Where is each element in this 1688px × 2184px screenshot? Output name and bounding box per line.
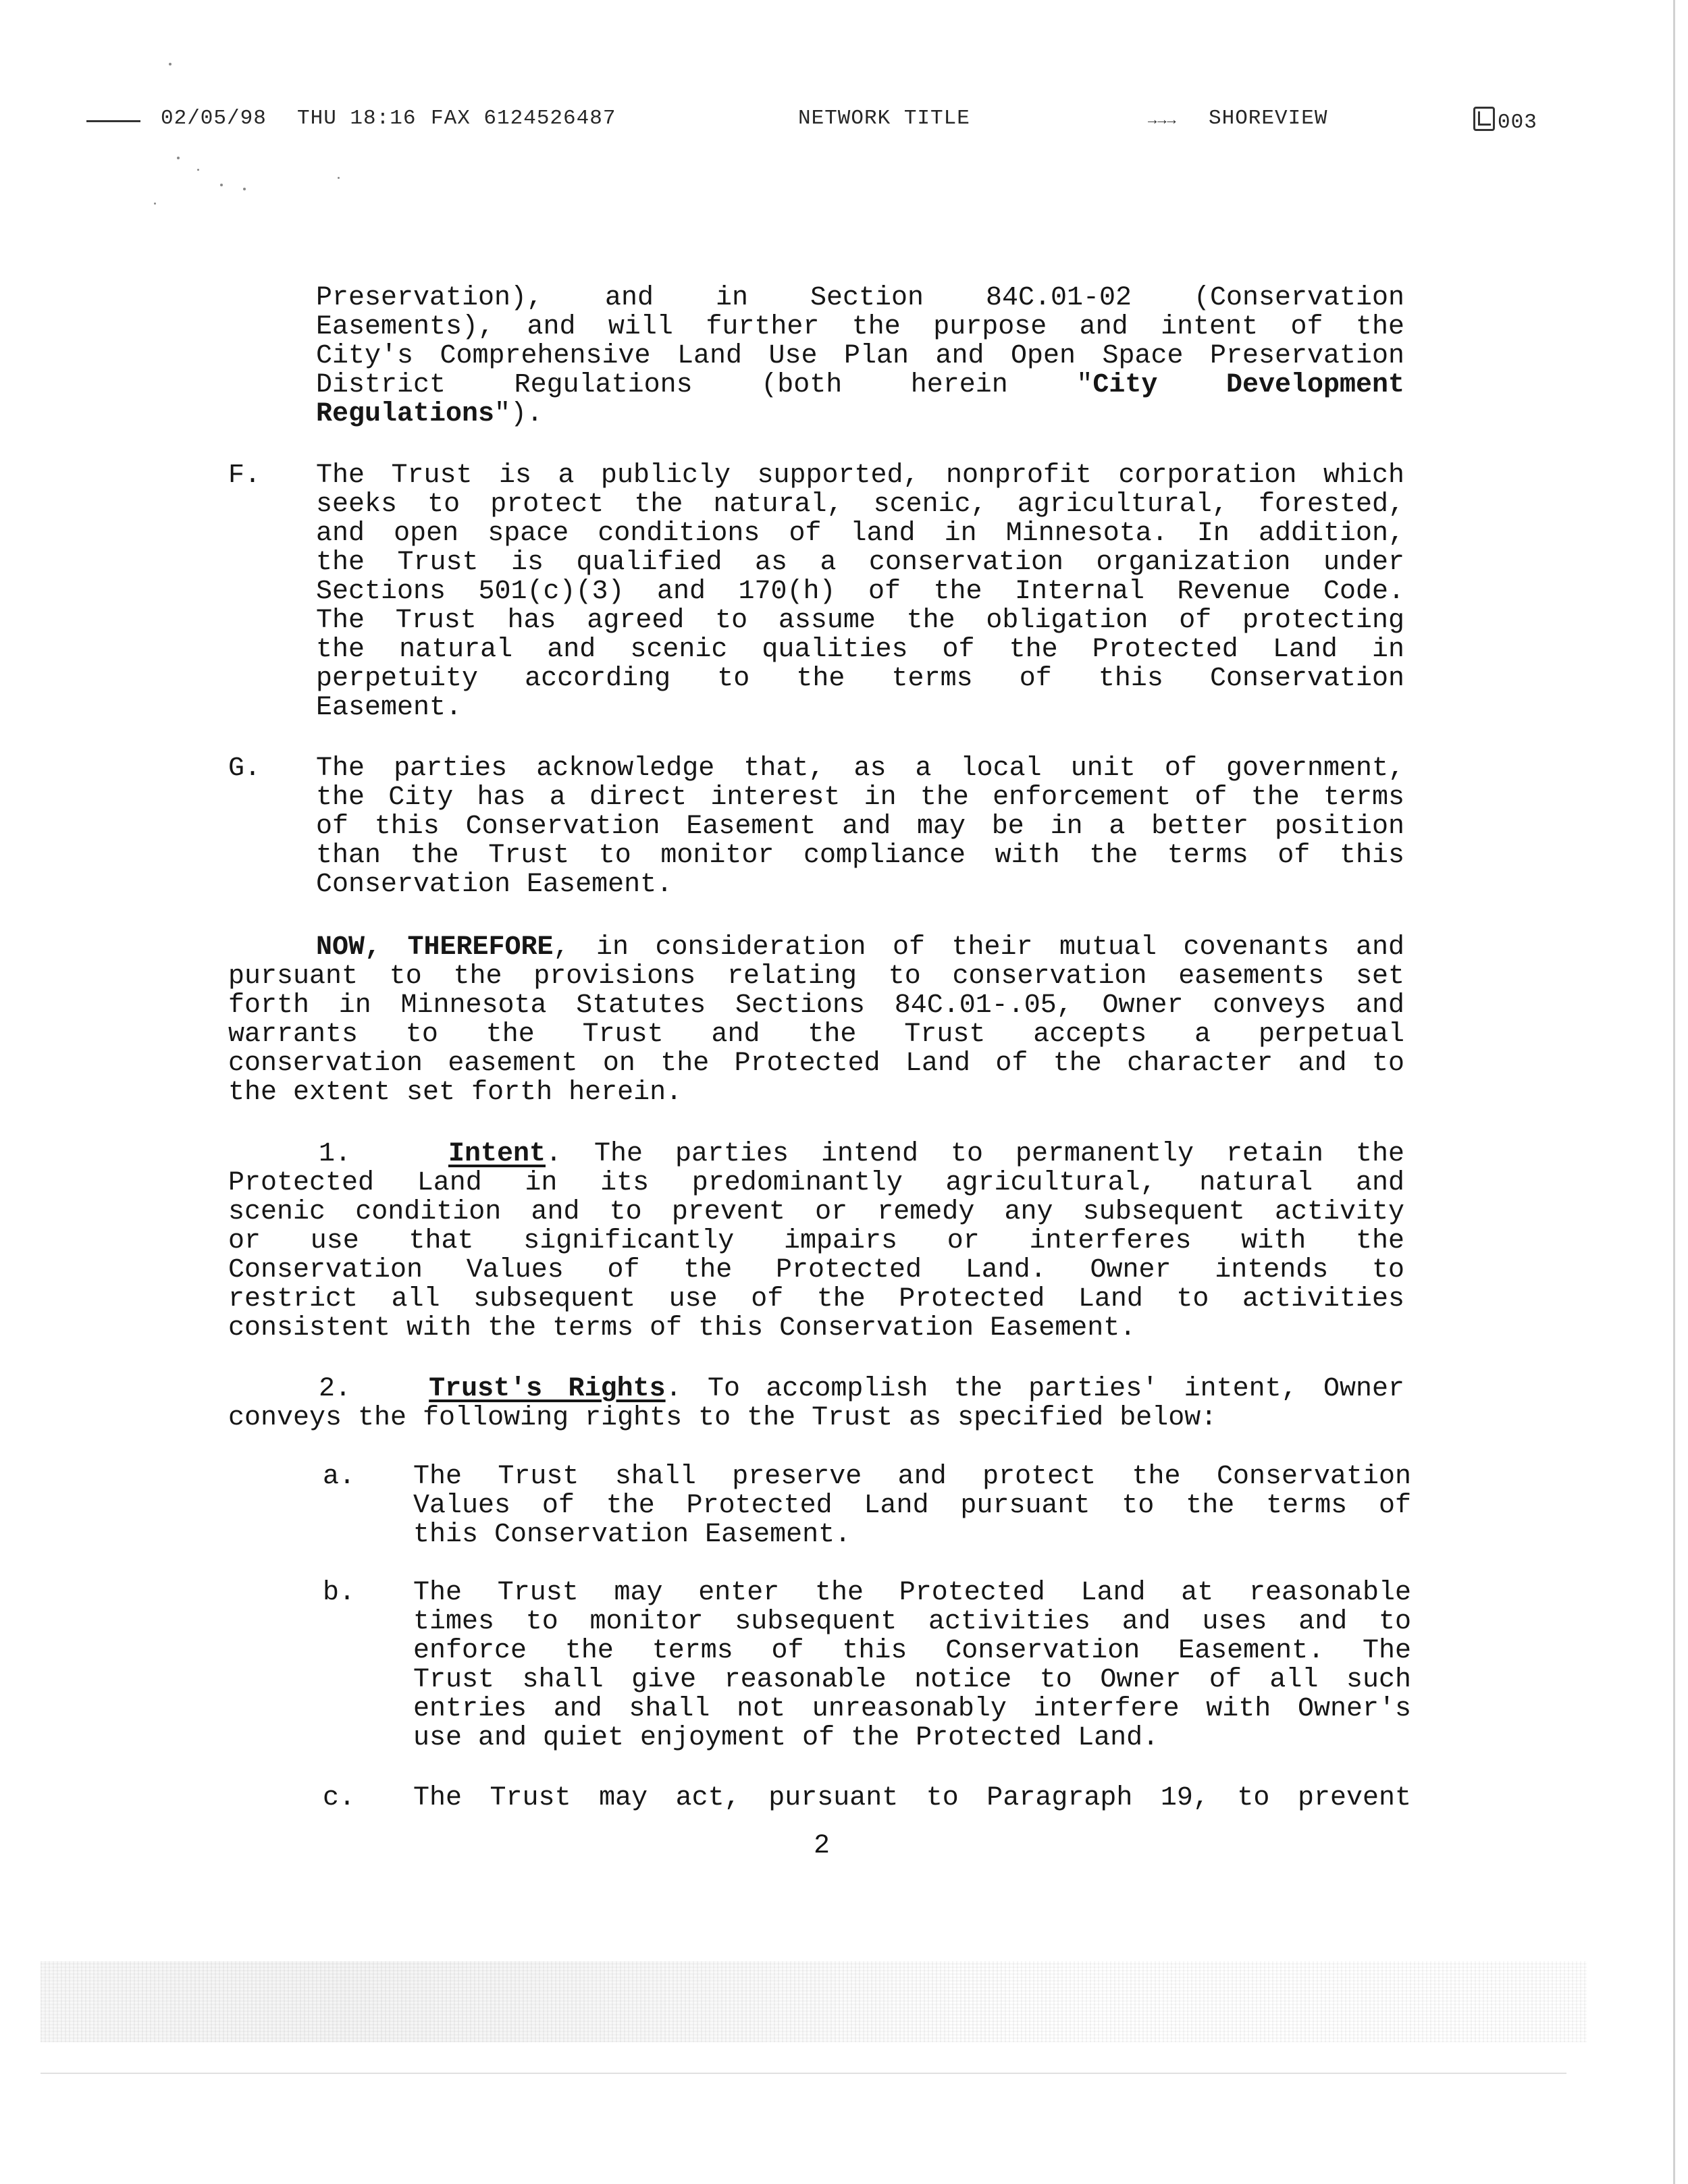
paragraph-number: 2. bbox=[319, 1374, 352, 1404]
defined-term: City Development bbox=[1092, 370, 1404, 400]
fax-day-time: THU 18:16 bbox=[297, 107, 417, 130]
fax-arrow: →→→ bbox=[1148, 112, 1177, 129]
bold-lead: NOW, THEREFORE bbox=[316, 932, 554, 963]
recital-g bbox=[316, 754, 1404, 899]
text-line: conservation easement on the Protected Land of the character and to bbox=[228, 1048, 1404, 1079]
text-line: Easements), and will further the purpose and intent of the bbox=[316, 312, 1404, 342]
text-line: restrict all subsequent use of the Protected Land to activities bbox=[228, 1284, 1404, 1314]
paragraph-title: Intent bbox=[448, 1139, 546, 1169]
fax-page-code bbox=[1473, 107, 1537, 134]
text-line: Conservation Values of the Protected Land. Owner intends to bbox=[228, 1255, 1404, 1285]
scan-speck bbox=[177, 157, 180, 159]
text-line: the natural and scenic qualities of the Protected Land in bbox=[316, 635, 1404, 665]
text-line: The Trust is a publicly supported, nonprofit corporation which bbox=[316, 460, 1404, 491]
text-line: The Trust may act, pursuant to Paragraph 19, to prevent bbox=[413, 1783, 1411, 1813]
text-line: Values of the Protected Land pursuant to the terms of bbox=[413, 1491, 1411, 1521]
text-line: conveys the following rights to the Trust as specified below: bbox=[228, 1403, 1217, 1433]
text-line: Preservation), and in Section 84C.01-02 (Conservation bbox=[316, 283, 1404, 313]
paragraph-1-intent bbox=[228, 1140, 1404, 1343]
text-segment: . To accomplish the parties' intent, Owner bbox=[665, 1374, 1404, 1404]
text-line: pursuant to the provisions relating to conservation easements set bbox=[228, 961, 1404, 992]
subparagraph-label: c. bbox=[323, 1783, 356, 1813]
recital-label: F. bbox=[228, 460, 261, 491]
scan-speck bbox=[169, 63, 172, 65]
scan-speck bbox=[243, 188, 246, 190]
text-line: of this Conservation Easement and may be in a better position bbox=[316, 811, 1404, 842]
subparagraph-b bbox=[413, 1578, 1411, 1753]
recital-label: G. bbox=[228, 753, 261, 784]
text-line: The Trust shall preserve and protect the Conservation bbox=[413, 1462, 1411, 1492]
text-line: forth in Minnesota Statutes Sections 84C.01-.05, Owner conveys and bbox=[228, 990, 1404, 1021]
scan-noise-band bbox=[41, 1961, 1587, 2042]
text-line: entries and shall not unreasonably interfere with Owner's bbox=[413, 1694, 1411, 1724]
subparagraph-label: a. bbox=[323, 1462, 356, 1492]
text-line: the extent set forth herein. bbox=[228, 1077, 683, 1108]
text-line: and open space conditions of land in Minnesota. In addition, bbox=[316, 518, 1404, 549]
text-line bbox=[316, 371, 1404, 400]
text-line bbox=[228, 933, 1404, 962]
scan-speck bbox=[338, 177, 340, 179]
paragraph-title: Trust's Rights bbox=[429, 1374, 666, 1404]
text-line: the Trust is qualified as a conservation organization under bbox=[316, 548, 1404, 578]
fax-sender: NETWORK TITLE bbox=[798, 107, 970, 130]
text-line: City's Comprehensive Land Use Plan and Open Space Preservation bbox=[316, 341, 1404, 371]
scan-edge bbox=[1673, 0, 1675, 2184]
scan-speck bbox=[220, 184, 223, 186]
text-line: The Trust may enter the Protected Land at reasonable bbox=[413, 1578, 1411, 1608]
text-line: use and quiet enjoyment of the Protected Land. bbox=[413, 1723, 1159, 1753]
defined-term: Regulations bbox=[316, 399, 495, 429]
text-segment: "). bbox=[494, 399, 544, 429]
page-number: 2 bbox=[814, 1831, 830, 1861]
text-line: Conservation Easement. bbox=[316, 870, 673, 900]
text-line: enforce the terms of this Conservation Easement. The bbox=[413, 1636, 1411, 1666]
fax-page-code-text: 003 bbox=[1498, 111, 1537, 134]
text-line bbox=[316, 400, 1404, 429]
fax-number: FAX 6124526487 bbox=[431, 107, 616, 130]
subparagraph-c bbox=[413, 1784, 1411, 1813]
paragraph-2-trusts-rights bbox=[228, 1375, 1404, 1433]
subparagraph-a bbox=[413, 1462, 1411, 1549]
text-line: or use that significantly impairs or interferes with the bbox=[228, 1226, 1404, 1256]
text-line: The Trust has agreed to assume the obligation of protecting bbox=[316, 606, 1404, 636]
header-dash bbox=[86, 120, 140, 122]
text-line: than the Trust to monitor compliance with the terms of this bbox=[316, 841, 1404, 871]
text-line: Sections 501(c)(3) and 170(h) of the Internal Revenue Code. bbox=[316, 577, 1404, 607]
recital-f bbox=[316, 461, 1404, 722]
text-line: warrants to the Trust and the Trust accepts a perpetual bbox=[228, 1019, 1404, 1050]
text-line: perpetuity according to the terms of this Conservation bbox=[316, 664, 1404, 694]
text-segment: District Regulations (both herein " bbox=[316, 370, 1093, 400]
subparagraph-label: b. bbox=[323, 1578, 356, 1608]
continuation-paragraph bbox=[316, 284, 1404, 429]
text-line: Protected Land in its predominantly agricultural, natural and bbox=[228, 1168, 1404, 1198]
text-line: Easement. bbox=[316, 693, 463, 723]
text-segment: . The parties intend to permanently retain the bbox=[545, 1139, 1404, 1169]
fax-date: 02/05/98 bbox=[161, 107, 267, 130]
text-segment: , in consideration of their mutual covenants and bbox=[553, 932, 1404, 963]
fax-recipient: SHOREVIEW bbox=[1209, 107, 1328, 130]
text-line: consistent with the terms of this Conservation Easement. bbox=[228, 1313, 1136, 1343]
text-line: times to monitor subsequent activities and uses and to bbox=[413, 1607, 1411, 1637]
fax-page-icon bbox=[1473, 107, 1495, 131]
text-line: scenic condition and to prevent or remedy any subsequent activity bbox=[228, 1197, 1404, 1227]
scan-speck bbox=[154, 203, 156, 205]
text-line: seeks to protect the natural, scenic, agricultural, forested, bbox=[316, 489, 1404, 520]
text-line bbox=[228, 1375, 1404, 1404]
text-line: Trust shall give reasonable notice to Owner of all such bbox=[413, 1665, 1411, 1695]
scan-line bbox=[41, 2073, 1566, 2074]
text-line: the City has a direct interest in the enforcement of the terms bbox=[316, 782, 1404, 813]
text-line: this Conservation Easement. bbox=[413, 1520, 851, 1550]
text-line: The parties acknowledge that, as a local unit of government, bbox=[316, 753, 1404, 784]
now-therefore-paragraph bbox=[228, 933, 1404, 1107]
scan-speck bbox=[197, 169, 199, 171]
paragraph-number: 1. bbox=[319, 1139, 352, 1169]
text-line bbox=[228, 1140, 1404, 1169]
